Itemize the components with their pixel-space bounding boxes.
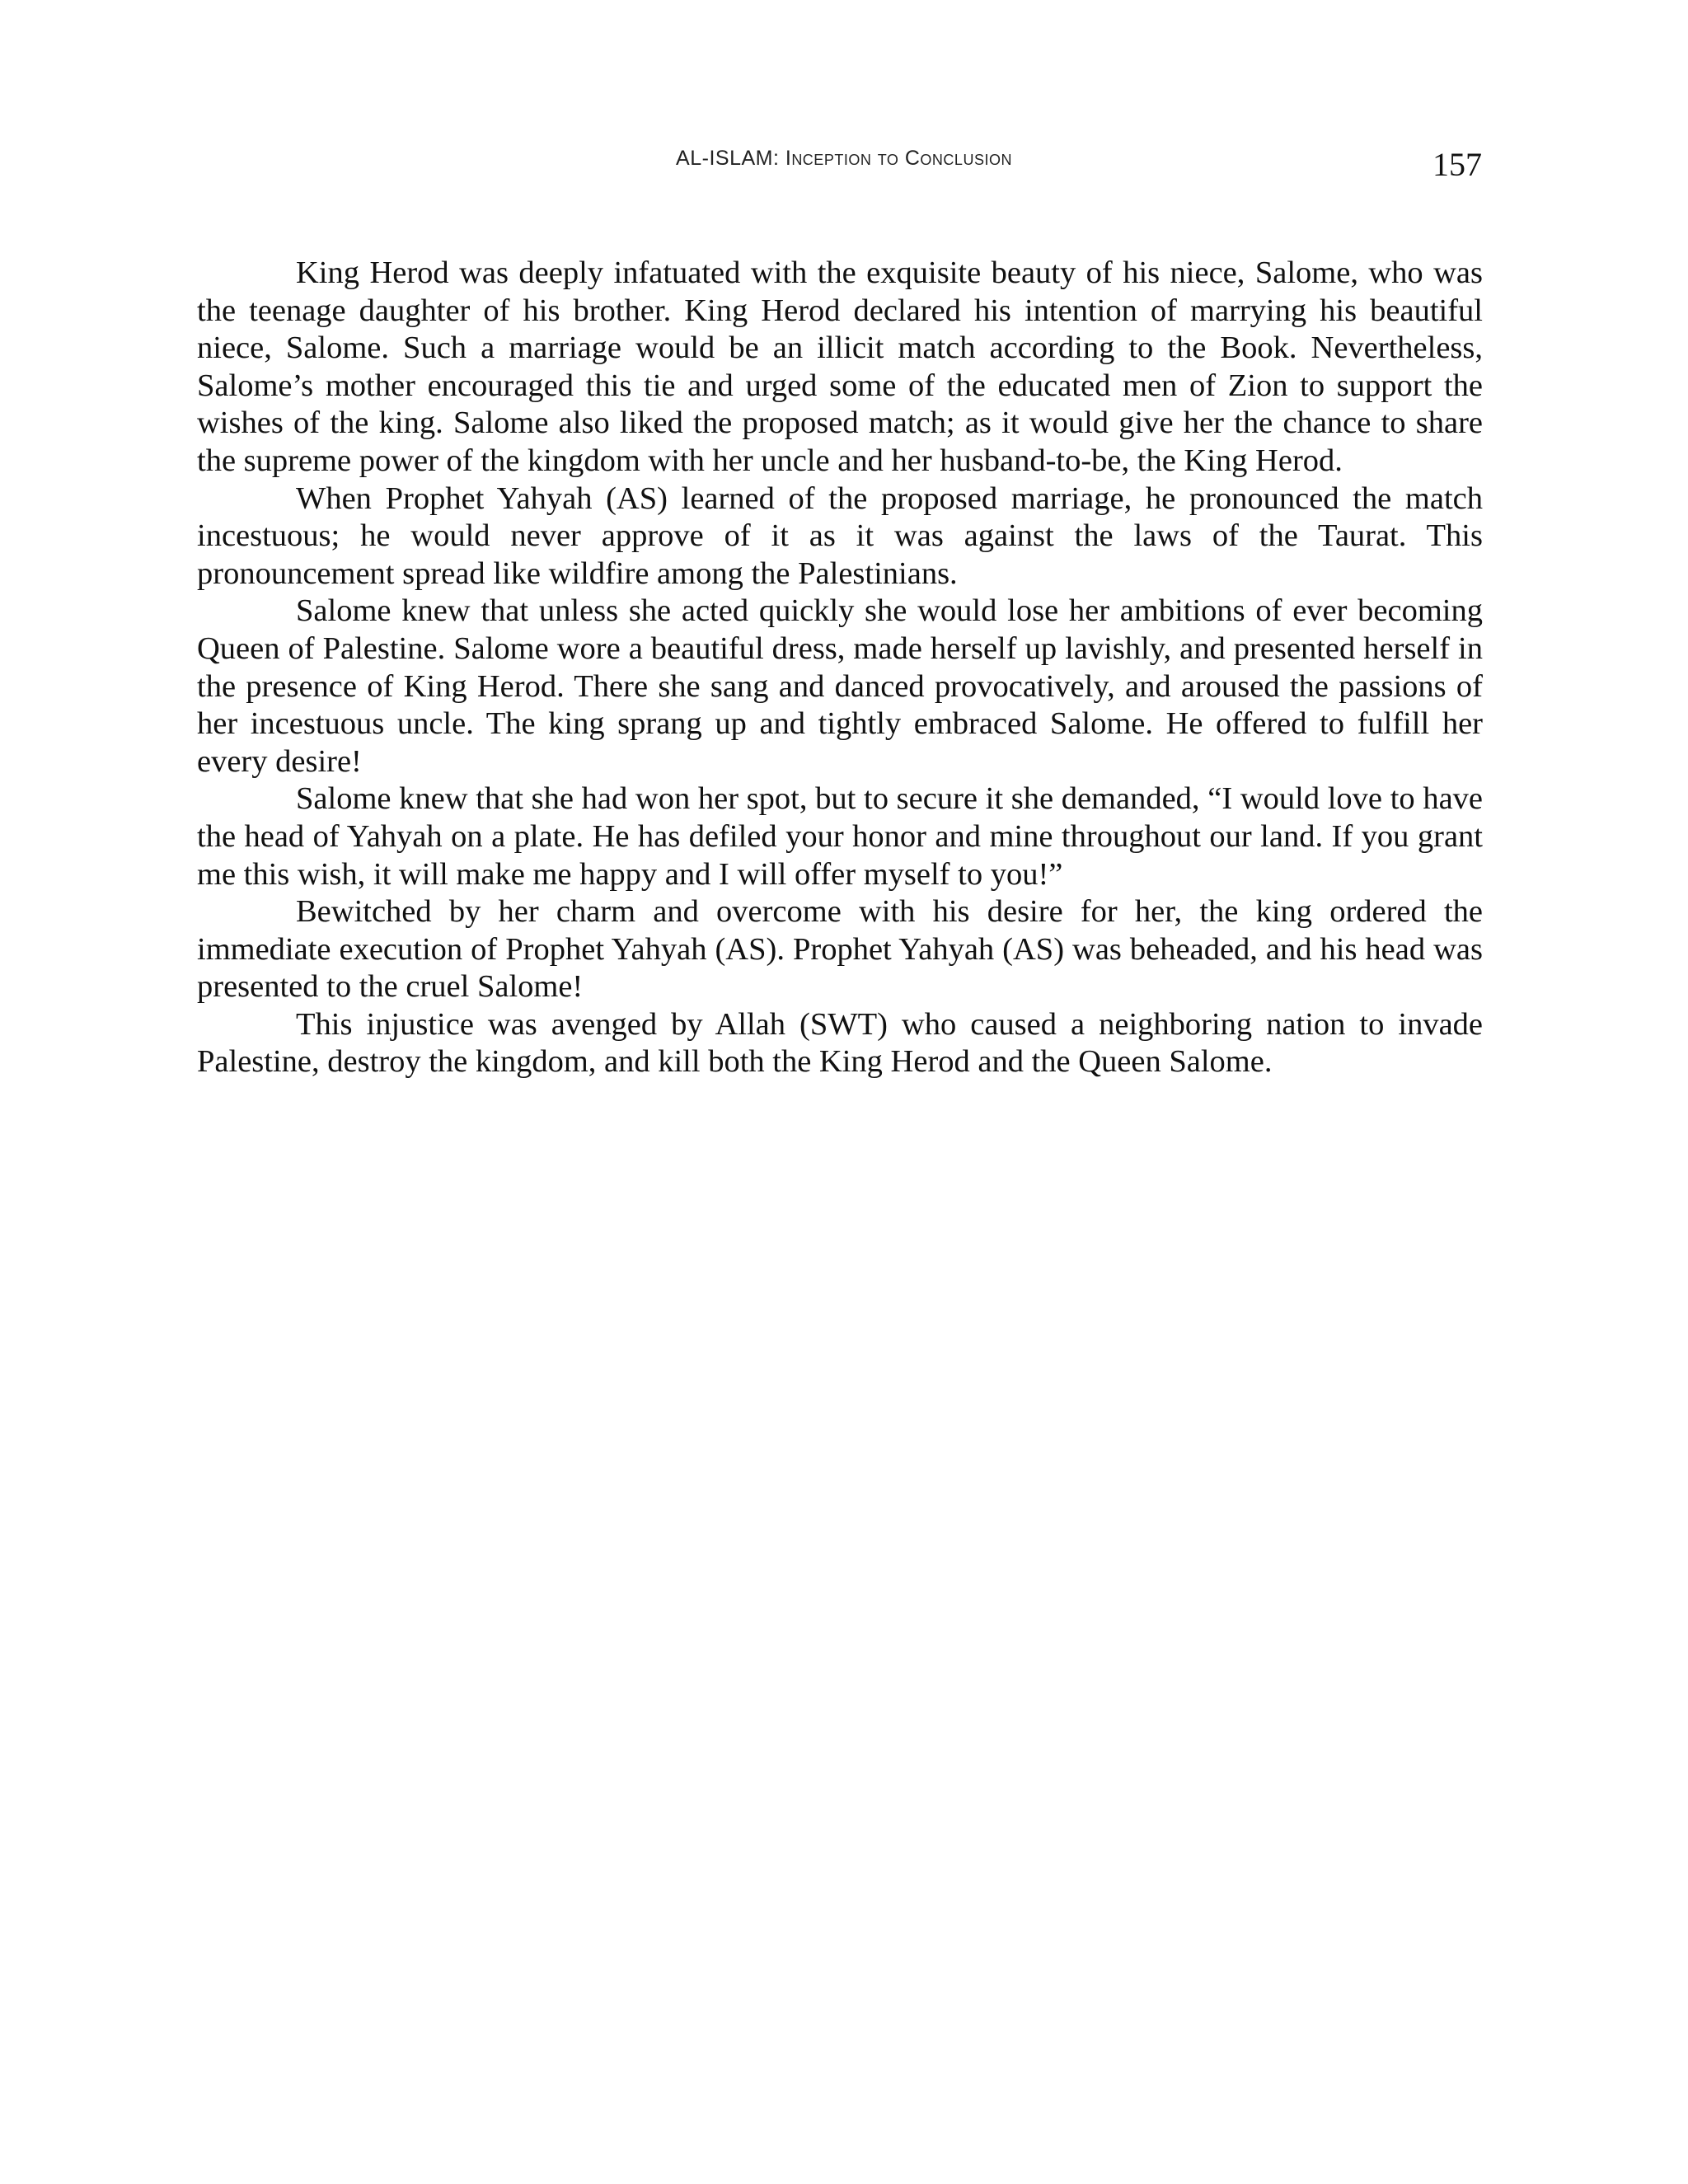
paragraph-herod-infatuation: King Herod was deeply infatuated with the exquisite beauty of his niece, Salome, who was the teenage daughter of his brother. King Herod declared his intention of marrying his beautiful niece, Salome. Such a marriage would be an illicit match according to the Book. Nevertheless, Salome’s mother encouraged this tie and urged some of the educated men of Zion to support the wishes of the king. Salome also liked the proposed match; as it would give her the chance to share the supreme power of the kingdom with her uncle and her husband-to-be, the King Herod.: [197, 255, 1483, 478]
paragraph-salome-demand: Salome knew that she had won her spot, but to secure it she demanded, “I would love to have the head of Yahyah on a plate. He has defiled your honor and mine throughout our land. If you grant me this wish, it will make me happy and I will offer myself to you!”: [197, 781, 1483, 892]
body-text: [197, 255, 1483, 1081]
paragraph-yahyah-pronouncement: When Prophet Yahyah (AS) learned of the proposed marriage, he pronounced the match incestuous; he would never approve of it as it was against the laws of the Taurat. This pronouncement spread like wildfire among the Palestinians.: [197, 480, 1483, 591]
paragraph-execution: Bewitched by her charm and overcome with his desire for her, the king ordered the immediate execution of Prophet Yahyah (AS). Prophet Yahyah (AS) was beheaded, and his head was presented to the cruel Salome!: [197, 894, 1483, 1005]
page-number: 157: [1432, 146, 1482, 183]
paragraph-salome-dance: Salome knew that unless she acted quickly she would lose her ambitions of ever becoming Queen of Palestine. Salome wore a beautiful dress, made herself up lavishly, and presented herself in the presence of King Herod. There she sang and danced provocatively, and aroused the passions of her incestuous uncle. The king sprang up and tightly embraced Salome. He offered to fulfill her every desire!: [197, 593, 1483, 779]
paragraph-vengeance: This injustice was avenged by Allah (SWT) who caused a neighboring nation to invade Palestine, destroy the kingdom, and kill both the King Herod and the Queen Salome.: [197, 1006, 1483, 1080]
running-header: AL-ISLAM: Inception to Conclusion: [676, 147, 1012, 170]
